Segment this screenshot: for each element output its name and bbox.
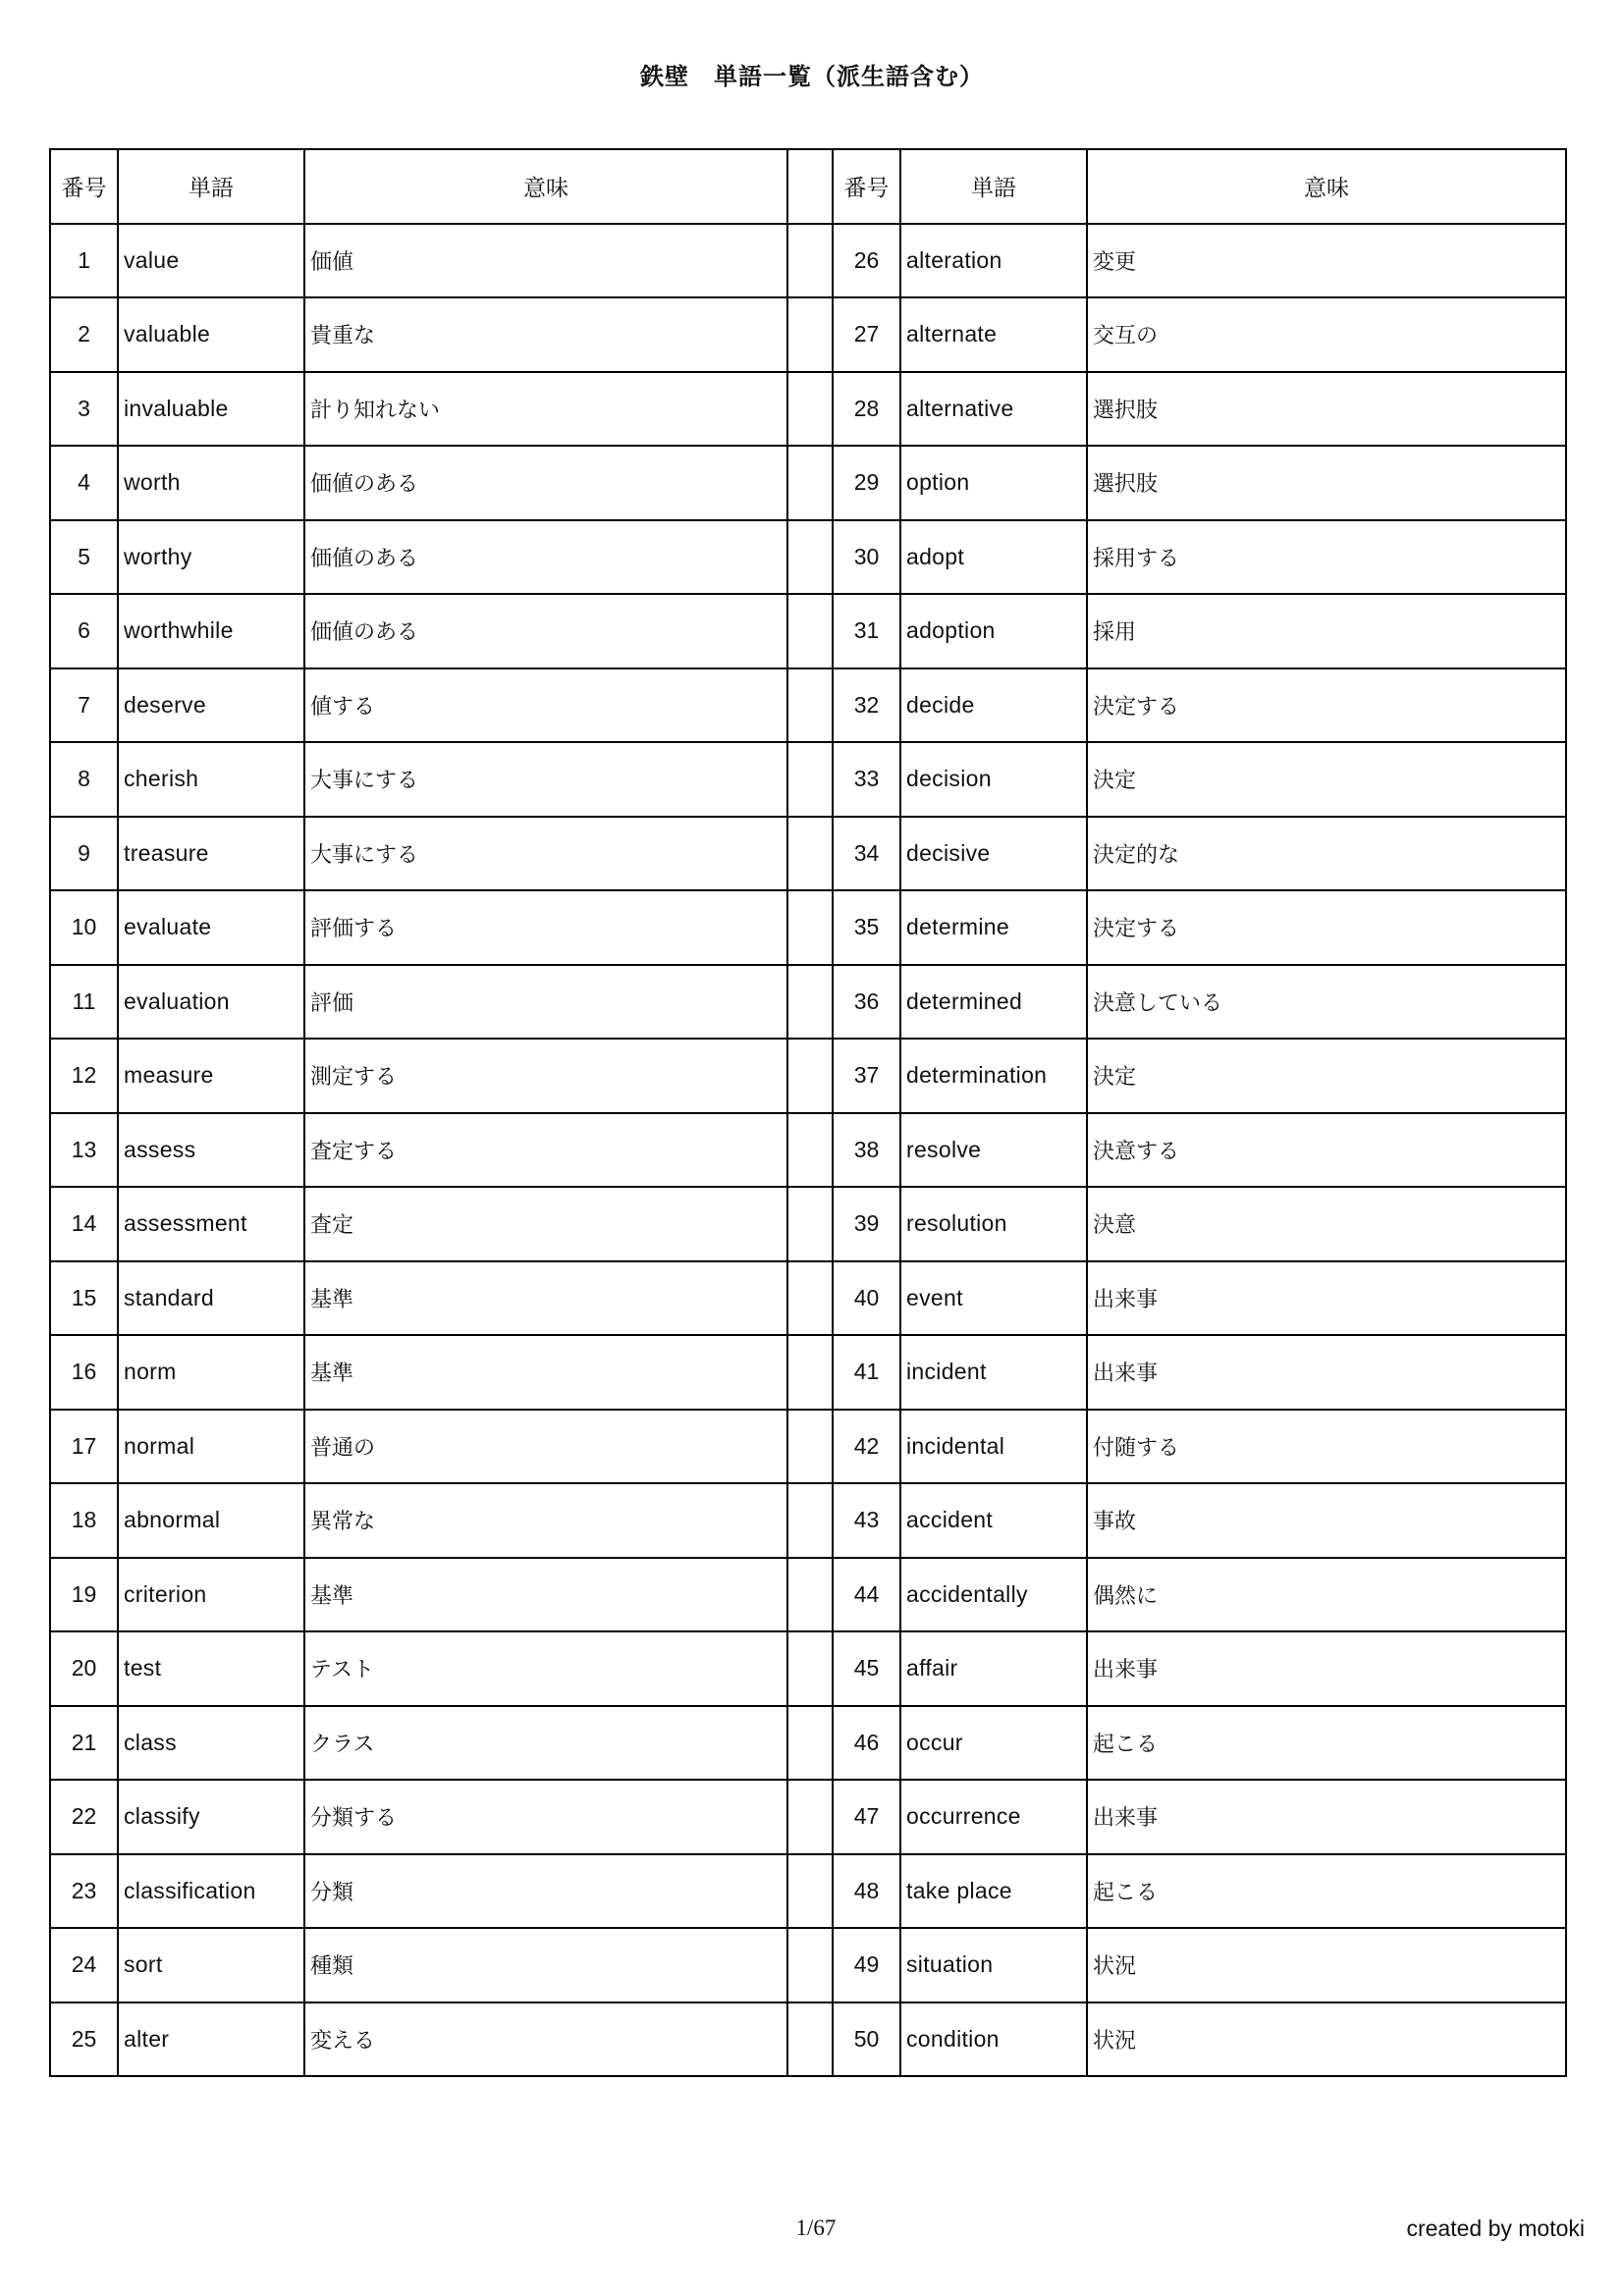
- entry-meaning: 決定する: [1087, 668, 1566, 743]
- entry-meaning: 決定: [1087, 742, 1566, 817]
- entry-number: 14: [50, 1187, 118, 1261]
- entry-meaning: 貴重な: [304, 297, 787, 372]
- table-row: [50, 1706, 1566, 1781]
- entry-meaning: 付随する: [1087, 1410, 1566, 1484]
- entry-number: 18: [50, 1483, 118, 1558]
- column-gap: [787, 1039, 833, 1113]
- column-gap: [787, 1187, 833, 1261]
- entry-number: 28: [833, 372, 900, 447]
- entry-number: 47: [833, 1780, 900, 1854]
- column-gap: [787, 446, 833, 520]
- entry-word: decide: [900, 668, 1087, 743]
- entry-meaning: 起こる: [1087, 1854, 1566, 1929]
- entry-number: 10: [50, 890, 118, 965]
- entry-number: 1: [50, 224, 118, 298]
- entry-meaning: 決意している: [1087, 965, 1566, 1040]
- entry-meaning: 偶然に: [1087, 1558, 1566, 1632]
- entry-number: 48: [833, 1854, 900, 1929]
- entry-number: 16: [50, 1335, 118, 1410]
- header-meaning-left: 意味: [304, 149, 787, 224]
- entry-number: 3: [50, 372, 118, 447]
- entry-meaning: 変更: [1087, 224, 1566, 298]
- entry-word: norm: [118, 1335, 304, 1410]
- entry-number: 37: [833, 1039, 900, 1113]
- entry-meaning: 事故: [1087, 1483, 1566, 1558]
- table-row: [50, 1780, 1566, 1854]
- entry-meaning: 決定する: [1087, 890, 1566, 965]
- column-gap: [787, 1780, 833, 1854]
- entry-meaning: 出来事: [1087, 1261, 1566, 1336]
- column-gap: [787, 1261, 833, 1336]
- entry-word: decision: [900, 742, 1087, 817]
- table-row: [50, 1558, 1566, 1632]
- entry-meaning: 価値: [304, 224, 787, 298]
- entry-meaning: 変える: [304, 2002, 787, 2077]
- entry-number: 31: [833, 594, 900, 668]
- entry-number: 5: [50, 520, 118, 595]
- entry-word: standard: [118, 1261, 304, 1336]
- entry-word: normal: [118, 1410, 304, 1484]
- entry-meaning: テスト: [304, 1631, 787, 1706]
- entry-number: 38: [833, 1113, 900, 1188]
- entry-number: 46: [833, 1706, 900, 1781]
- entry-meaning: 起こる: [1087, 1706, 1566, 1781]
- entry-number: 45: [833, 1631, 900, 1706]
- entry-number: 33: [833, 742, 900, 817]
- page-title: 鉄壁 単語一覧（派生語含む）: [640, 63, 984, 90]
- entry-word: occur: [900, 1706, 1087, 1781]
- entry-number: 23: [50, 1854, 118, 1929]
- entry-word: take place: [900, 1854, 1087, 1929]
- column-gap: [787, 817, 833, 891]
- table-row: [50, 2002, 1566, 2077]
- entry-number: 34: [833, 817, 900, 891]
- entry-meaning: 査定する: [304, 1113, 787, 1188]
- entry-word: class: [118, 1706, 304, 1781]
- entry-meaning: 種類: [304, 1928, 787, 2002]
- entry-number: 39: [833, 1187, 900, 1261]
- entry-word: assess: [118, 1113, 304, 1188]
- entry-word: assessment: [118, 1187, 304, 1261]
- entry-word: accidentally: [900, 1558, 1087, 1632]
- entry-number: 32: [833, 668, 900, 743]
- entry-meaning: 価値のある: [304, 594, 787, 668]
- entry-meaning: 値する: [304, 668, 787, 743]
- entry-word: classification: [118, 1854, 304, 1929]
- entry-word: measure: [118, 1039, 304, 1113]
- column-gap: [787, 224, 833, 298]
- entry-word: resolution: [900, 1187, 1087, 1261]
- entry-word: worthy: [118, 520, 304, 595]
- column-gap: [787, 1113, 833, 1188]
- table-row: [50, 1631, 1566, 1706]
- entry-number: 9: [50, 817, 118, 891]
- vocabulary-body: [50, 224, 1566, 2077]
- entry-word: alter: [118, 2002, 304, 2077]
- entry-meaning: 採用する: [1087, 520, 1566, 595]
- table-row: [50, 594, 1566, 668]
- entry-word: accident: [900, 1483, 1087, 1558]
- entry-word: occurrence: [900, 1780, 1087, 1854]
- entry-meaning: 出来事: [1087, 1780, 1566, 1854]
- entry-meaning: 基準: [304, 1558, 787, 1632]
- entry-word: situation: [900, 1928, 1087, 2002]
- entry-meaning: 基準: [304, 1261, 787, 1336]
- table-row: [50, 446, 1566, 520]
- entry-number: 30: [833, 520, 900, 595]
- entry-meaning: 状況: [1087, 2002, 1566, 2077]
- entry-meaning: 選択肢: [1087, 372, 1566, 447]
- column-gap: [787, 1558, 833, 1632]
- entry-meaning: 価値のある: [304, 446, 787, 520]
- entry-word: treasure: [118, 817, 304, 891]
- entry-word: worth: [118, 446, 304, 520]
- entry-number: 6: [50, 594, 118, 668]
- table-row: [50, 817, 1566, 891]
- column-gap: [787, 520, 833, 595]
- entry-word: adopt: [900, 520, 1087, 595]
- entry-word: decisive: [900, 817, 1087, 891]
- header-number-right: 番号: [833, 149, 900, 224]
- entry-number: 49: [833, 1928, 900, 2002]
- entry-word: deserve: [118, 668, 304, 743]
- header-word-left: 単語: [118, 149, 304, 224]
- entry-meaning: 査定: [304, 1187, 787, 1261]
- entry-word: affair: [900, 1631, 1087, 1706]
- entry-number: 24: [50, 1928, 118, 2002]
- table-row: [50, 297, 1566, 372]
- entry-word: invaluable: [118, 372, 304, 447]
- column-gap: [787, 1410, 833, 1484]
- entry-meaning: 価値のある: [304, 520, 787, 595]
- entry-number: 8: [50, 742, 118, 817]
- entry-word: evaluate: [118, 890, 304, 965]
- vocabulary-table: [49, 148, 1567, 2077]
- entry-word: evaluation: [118, 965, 304, 1040]
- table-row: [50, 224, 1566, 298]
- entry-number: 11: [50, 965, 118, 1040]
- entry-meaning: 決意: [1087, 1187, 1566, 1261]
- entry-meaning: 評価する: [304, 890, 787, 965]
- column-gap: [787, 1335, 833, 1410]
- entry-word: criterion: [118, 1558, 304, 1632]
- entry-meaning: 測定する: [304, 1039, 787, 1113]
- table-row: [50, 1854, 1566, 1929]
- entry-word: incident: [900, 1335, 1087, 1410]
- column-gap: [787, 297, 833, 372]
- entry-meaning: 分類する: [304, 1780, 787, 1854]
- entry-meaning: 交互の: [1087, 297, 1566, 372]
- column-gap: [787, 594, 833, 668]
- entry-word: value: [118, 224, 304, 298]
- entry-meaning: 出来事: [1087, 1335, 1566, 1410]
- entry-number: 29: [833, 446, 900, 520]
- table-row: [50, 1410, 1566, 1484]
- table-row: [50, 742, 1566, 817]
- entry-word: incidental: [900, 1410, 1087, 1484]
- entry-meaning: 異常な: [304, 1483, 787, 1558]
- column-gap: [787, 890, 833, 965]
- entry-number: 25: [50, 2002, 118, 2077]
- header-word-right: 単語: [900, 149, 1087, 224]
- column-gap: [787, 742, 833, 817]
- table-row: [50, 668, 1566, 743]
- entry-word: sort: [118, 1928, 304, 2002]
- column-gap: [787, 372, 833, 447]
- entry-meaning: 状況: [1087, 1928, 1566, 2002]
- header-meaning-right: 意味: [1087, 149, 1566, 224]
- column-gap: [787, 2002, 833, 2077]
- column-gap: [787, 1706, 833, 1781]
- page-number: 1/67: [795, 2216, 837, 2240]
- entry-number: 15: [50, 1261, 118, 1336]
- table-row: [50, 1113, 1566, 1188]
- column-gap: [787, 965, 833, 1040]
- table-row: [50, 1483, 1566, 1558]
- entry-number: 17: [50, 1410, 118, 1484]
- entry-number: 27: [833, 297, 900, 372]
- column-gap: [787, 668, 833, 743]
- table-row: [50, 890, 1566, 965]
- entry-meaning: クラス: [304, 1706, 787, 1781]
- entry-word: alternative: [900, 372, 1087, 447]
- entry-number: 21: [50, 1706, 118, 1781]
- entry-word: adoption: [900, 594, 1087, 668]
- entry-word: resolve: [900, 1113, 1087, 1188]
- entry-number: 12: [50, 1039, 118, 1113]
- entry-meaning: 計り知れない: [304, 372, 787, 447]
- entry-number: 2: [50, 297, 118, 372]
- entry-word: determination: [900, 1039, 1087, 1113]
- entry-number: 36: [833, 965, 900, 1040]
- table-row: [50, 1928, 1566, 2002]
- table-row: [50, 1039, 1566, 1113]
- table-row: [50, 1261, 1566, 1336]
- entry-word: test: [118, 1631, 304, 1706]
- table-row: [50, 372, 1566, 447]
- column-gap: [787, 1631, 833, 1706]
- entry-word: valuable: [118, 297, 304, 372]
- entry-word: option: [900, 446, 1087, 520]
- entry-meaning: 評価: [304, 965, 787, 1040]
- entry-word: classify: [118, 1780, 304, 1854]
- entry-meaning: 採用: [1087, 594, 1566, 668]
- entry-word: determine: [900, 890, 1087, 965]
- column-gap: [787, 1854, 833, 1929]
- entry-word: alteration: [900, 224, 1087, 298]
- table-row: [50, 1187, 1566, 1261]
- entry-word: condition: [900, 2002, 1087, 2077]
- entry-number: 50: [833, 2002, 900, 2077]
- entry-meaning: 出来事: [1087, 1631, 1566, 1706]
- entry-number: 13: [50, 1113, 118, 1188]
- entry-number: 7: [50, 668, 118, 743]
- entry-word: alternate: [900, 297, 1087, 372]
- entry-word: worthwhile: [118, 594, 304, 668]
- column-gap: [787, 149, 833, 224]
- entry-meaning: 決定: [1087, 1039, 1566, 1113]
- entry-number: 19: [50, 1558, 118, 1632]
- entry-number: 35: [833, 890, 900, 965]
- credit-text: created by motoki: [1406, 2216, 1585, 2241]
- column-gap: [787, 1928, 833, 2002]
- entry-word: determined: [900, 965, 1087, 1040]
- header-number-left: 番号: [50, 149, 118, 224]
- entry-number: 42: [833, 1410, 900, 1484]
- entry-word: event: [900, 1261, 1087, 1336]
- entry-meaning: 選択肢: [1087, 446, 1566, 520]
- entry-number: 4: [50, 446, 118, 520]
- entry-number: 40: [833, 1261, 900, 1336]
- entry-meaning: 決意する: [1087, 1113, 1566, 1188]
- entry-number: 22: [50, 1780, 118, 1854]
- entry-number: 26: [833, 224, 900, 298]
- entry-number: 43: [833, 1483, 900, 1558]
- table-header-row: [50, 149, 1566, 224]
- entry-number: 20: [50, 1631, 118, 1706]
- table-row: [50, 520, 1566, 595]
- entry-meaning: 決定的な: [1087, 817, 1566, 891]
- entry-word: cherish: [118, 742, 304, 817]
- table-row: [50, 965, 1566, 1040]
- entry-meaning: 大事にする: [304, 817, 787, 891]
- entry-meaning: 分類: [304, 1854, 787, 1929]
- entry-meaning: 大事にする: [304, 742, 787, 817]
- entry-number: 44: [833, 1558, 900, 1632]
- table-row: [50, 1335, 1566, 1410]
- entry-meaning: 普通の: [304, 1410, 787, 1484]
- entry-word: abnormal: [118, 1483, 304, 1558]
- column-gap: [787, 1483, 833, 1558]
- entry-meaning: 基準: [304, 1335, 787, 1410]
- entry-number: 41: [833, 1335, 900, 1410]
